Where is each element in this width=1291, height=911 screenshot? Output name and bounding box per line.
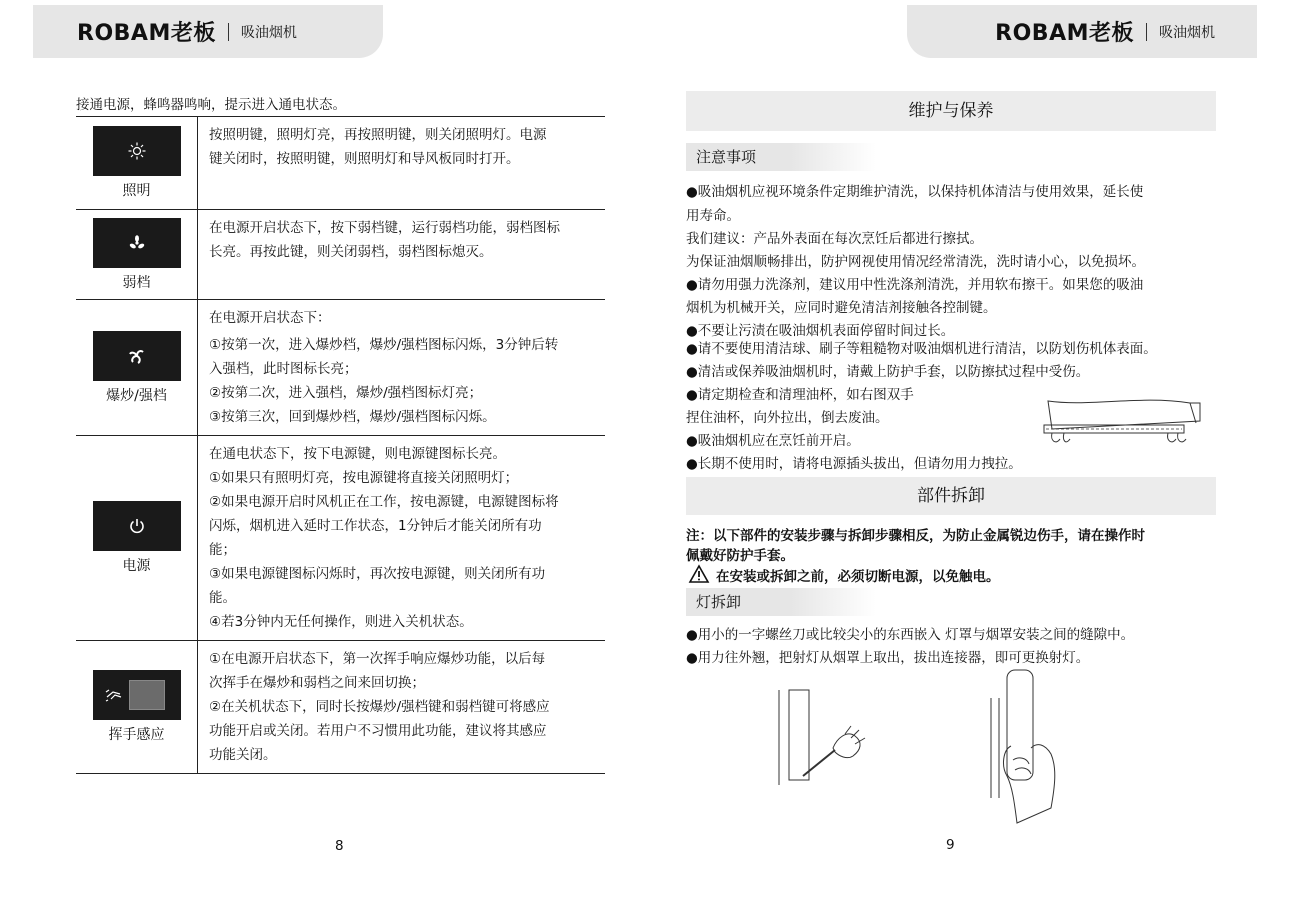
- note-line: ●请不要使用清洁球、刷子等粗糙物对吸油烟机进行清洁，以防划伤机体表面。: [686, 341, 1157, 357]
- caution-text: 在安装或拆卸之前，必须切断电源，以免触电。: [716, 569, 1000, 585]
- row-text: ②如果电源开启时风机正在工作，按电源键，电源键图标将: [209, 494, 559, 510]
- note-line: ●请勿用强力洗涤剂，建议用中性洗涤剂清洗，并用软布擦干。如果您的吸油: [686, 277, 1144, 293]
- row-text: 在电源开启状态下，按下弱档键，运行弱档功能，弱档图标: [209, 220, 560, 236]
- row-text: ①在电源开启状态下，第一次挥手响应爆炒功能，以后每: [209, 651, 546, 667]
- light-label: 照明: [122, 183, 151, 199]
- table-row: [76, 210, 605, 300]
- row-text: 能。: [209, 590, 236, 606]
- row-text: ②在关机状态下，同时长按爆炒/强档键和弱档键可将感应: [209, 699, 550, 715]
- notes-subtitle: 注意事项: [686, 143, 876, 171]
- header-divider: [228, 23, 229, 41]
- note-line: ●长期不使用时，请将电源插头拔出，但请勿用力拽拉。: [686, 456, 1022, 472]
- page-number-right: 9: [946, 837, 955, 853]
- warning-note: 佩戴好防护手套。: [686, 548, 794, 564]
- row-text: 长亮。再按此键，则关闭弱档，弱档图标熄灭。: [209, 244, 493, 260]
- row-text: 能；: [209, 542, 236, 558]
- brand-logo: ROBAM老板: [77, 21, 216, 46]
- note-line: ●吸油烟机应视环境条件定期维护清洗，以保持机体清洁与使用效果，延长使: [686, 184, 1144, 200]
- row-text: 在电源开启状态下：: [209, 310, 331, 326]
- row-text: 在通电状态下，按下电源键，则电源键图标长亮。: [209, 446, 506, 462]
- row-text: 入强档，此时图标长亮；: [209, 361, 358, 377]
- table-row: [76, 117, 605, 210]
- page-number-left: 8: [335, 838, 344, 854]
- row-text: ③按第三次，回到爆炒档，爆炒/强档图标闪烁。: [209, 409, 496, 425]
- power-label: 电源: [122, 558, 151, 574]
- page-header-right: [907, 5, 1257, 58]
- note-line: ●不要让污渍在吸油烟机表面停留时间过长。: [686, 323, 955, 339]
- row-text: ①如果只有照明灯亮，按电源键将直接关闭照明灯；: [209, 470, 519, 486]
- table-row: [76, 436, 605, 641]
- note-line: 我们建议：产品外表面在每次烹饪后都进行擦拭。: [686, 231, 983, 247]
- row-text: 按照明键，照明灯亮，再按照明键，则关闭照明灯。电源: [209, 127, 547, 143]
- section-title-disassembly: 部件拆卸: [686, 477, 1216, 515]
- header-divider: [1146, 23, 1147, 41]
- wave-sensor-icon: [93, 670, 181, 720]
- row-text: 闪烁，烟机进入延时工作状态，1分钟后才能关闭所有功: [209, 518, 542, 534]
- note-line: 捏住油杯，向外拉出，倒去废油。: [686, 410, 889, 426]
- page-header-left: [33, 5, 383, 58]
- note-line: 为保证油烟顺畅排出，防护网视使用情况经常清洗，洗时请小心，以免损坏。: [686, 254, 1145, 270]
- warning-triangle-icon: [689, 565, 709, 583]
- row-text: ①按第一次，进入爆炒档，爆炒/强档图标闪烁，3分钟后转: [209, 337, 559, 353]
- hand-lamp-illustration: [985, 668, 1065, 828]
- control-panel-table: [76, 116, 605, 774]
- lamp-subtitle: 灯拆卸: [686, 588, 876, 616]
- row-text: ④若3分钟内无任何操作，则进入关机状态。: [209, 614, 473, 630]
- row-text: 次挥手在爆炒和弱档之间来回切换；: [209, 675, 425, 691]
- table-row: [76, 300, 605, 436]
- product-name: 吸油烟机: [240, 24, 297, 41]
- section-title-maintenance: 维护与保养: [686, 91, 1216, 131]
- row-text: 功能关闭。: [209, 747, 277, 763]
- row-text: 键关闭时，按照明键，则照明灯和导风板同时打开。: [209, 151, 520, 167]
- note-line: ●吸油烟机应在烹饪前开启。: [686, 433, 860, 449]
- sensor-window: [129, 680, 165, 710]
- warning-note: 注：以下部件的安装步骤与拆卸步骤相反，为防止金属锐边伤手，请在操作时: [686, 528, 1145, 544]
- product-name: 吸油烟机: [1159, 24, 1215, 41]
- oil-cup-illustration: [1040, 395, 1206, 455]
- fan-boost-icon: [93, 331, 181, 381]
- fan-low-icon: [93, 218, 181, 268]
- fan-low-label: 弱档: [122, 274, 151, 291]
- row-text: ③如果电源键图标闪烁时，再次按电源键，则关闭所有功: [209, 566, 546, 582]
- brand-logo: ROBAM老板: [995, 21, 1134, 46]
- wave-sensor-label: 挥手感应: [108, 727, 165, 743]
- table-row: [76, 641, 605, 774]
- note-line: 烟机为机械开关，应同时避免清洁剂接触各控制键。: [686, 300, 997, 316]
- fan-boost-label: 爆炒/强档: [106, 387, 167, 404]
- lamp-step: ●用力往外翘，把射灯从烟罩上取出，拔出连接器，即可更换射灯。: [686, 650, 1090, 666]
- lamp-step: ●用小的一字螺丝刀或比较尖小的东西嵌入 灯罩与烟罩安装之间的缝隙中。: [686, 627, 1135, 643]
- note-line: ●请定期检查和清理油杯，如右图双手: [686, 387, 914, 403]
- note-line: 用寿命。: [686, 208, 740, 224]
- power-icon: [93, 501, 181, 551]
- note-line: ●清洁或保养吸油烟机时，请戴上防护手套，以防擦拭过程中受伤。: [686, 364, 1090, 380]
- screwdriver-illustration: [775, 690, 875, 790]
- power-on-intro: 接通电源，蜂鸣器鸣响，提示进入通电状态。: [76, 97, 346, 113]
- row-text: ②按第二次，进入强档，爆炒/强档图标灯亮；: [209, 385, 483, 401]
- light-icon: [93, 126, 181, 176]
- row-text: 功能开启或关闭。若用户不习惯用此功能，建议将其感应: [209, 723, 547, 739]
